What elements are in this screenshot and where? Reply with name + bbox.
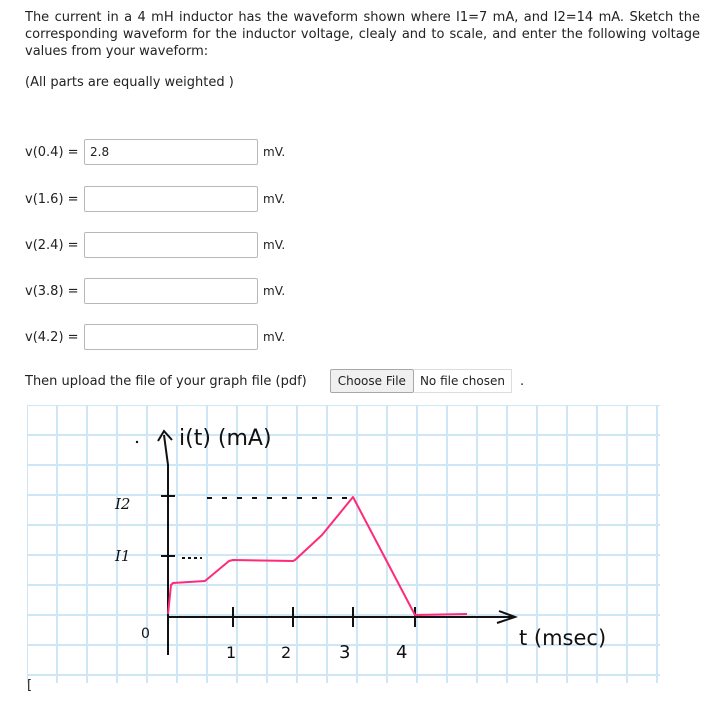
answer-row-3: [25, 230, 285, 260]
x-tick-label-2: 2: [281, 643, 292, 662]
trailing-dot: .: [519, 373, 525, 389]
y-axis: [164, 435, 168, 655]
current-waveform-sketch: [27, 405, 660, 683]
weighting-note: (All parts are equally weighted ): [25, 75, 234, 90]
choose-file-button[interactable]: Choose File: [330, 369, 414, 393]
answer-row-1: [25, 137, 285, 167]
answer-label: v(2.4) =: [25, 237, 79, 253]
answer-input-v24[interactable]: [84, 232, 258, 258]
stray-dot: [136, 441, 138, 443]
answer-label: v(1.6) =: [25, 191, 79, 207]
x-axis-title: t (msec): [519, 626, 607, 650]
answer-input-v42[interactable]: [84, 324, 258, 350]
i2-label: I2: [115, 495, 131, 513]
answer-input-v16[interactable]: [84, 186, 258, 212]
question-text: The current in a 4 mH inductor has the waveform shown where I1=7 mA, and I2=14 mA. Sketch the corresponding waveform for the inductor voltage, clealy and to scale, and enter the following voltage values from your waveform:: [25, 10, 700, 59]
upload-label: Then upload the file of your graph file (pdf): [25, 373, 307, 389]
x-tick-label-3: 3: [339, 642, 351, 663]
file-status: No file chosen: [414, 369, 512, 393]
bracket-mark: [: [27, 678, 33, 693]
answer-input-v38[interactable]: [84, 278, 258, 304]
unit-label: mV.: [263, 192, 286, 206]
answer-row-2: [25, 184, 285, 214]
y-axis-title: i(t) (mA): [179, 426, 272, 451]
origin-label: 0: [141, 626, 150, 642]
x-tick-label-4: 4: [396, 642, 408, 663]
answer-label: v(4.2) =: [25, 329, 79, 345]
unit-label: mV.: [263, 284, 286, 298]
unit-label: mV.: [263, 145, 286, 159]
answer-input-v04[interactable]: [84, 139, 258, 165]
unit-label: mV.: [263, 238, 286, 252]
unit-label: mV.: [263, 330, 286, 344]
answer-label: v(0.4) =: [25, 144, 79, 160]
answer-row-5: [25, 322, 285, 352]
i1-label: I1: [115, 547, 131, 565]
upload-row: [25, 370, 524, 392]
answer-label: v(3.8) =: [25, 283, 79, 299]
x-tick-label-1: 1: [226, 643, 237, 662]
answer-row-4: [25, 276, 285, 306]
